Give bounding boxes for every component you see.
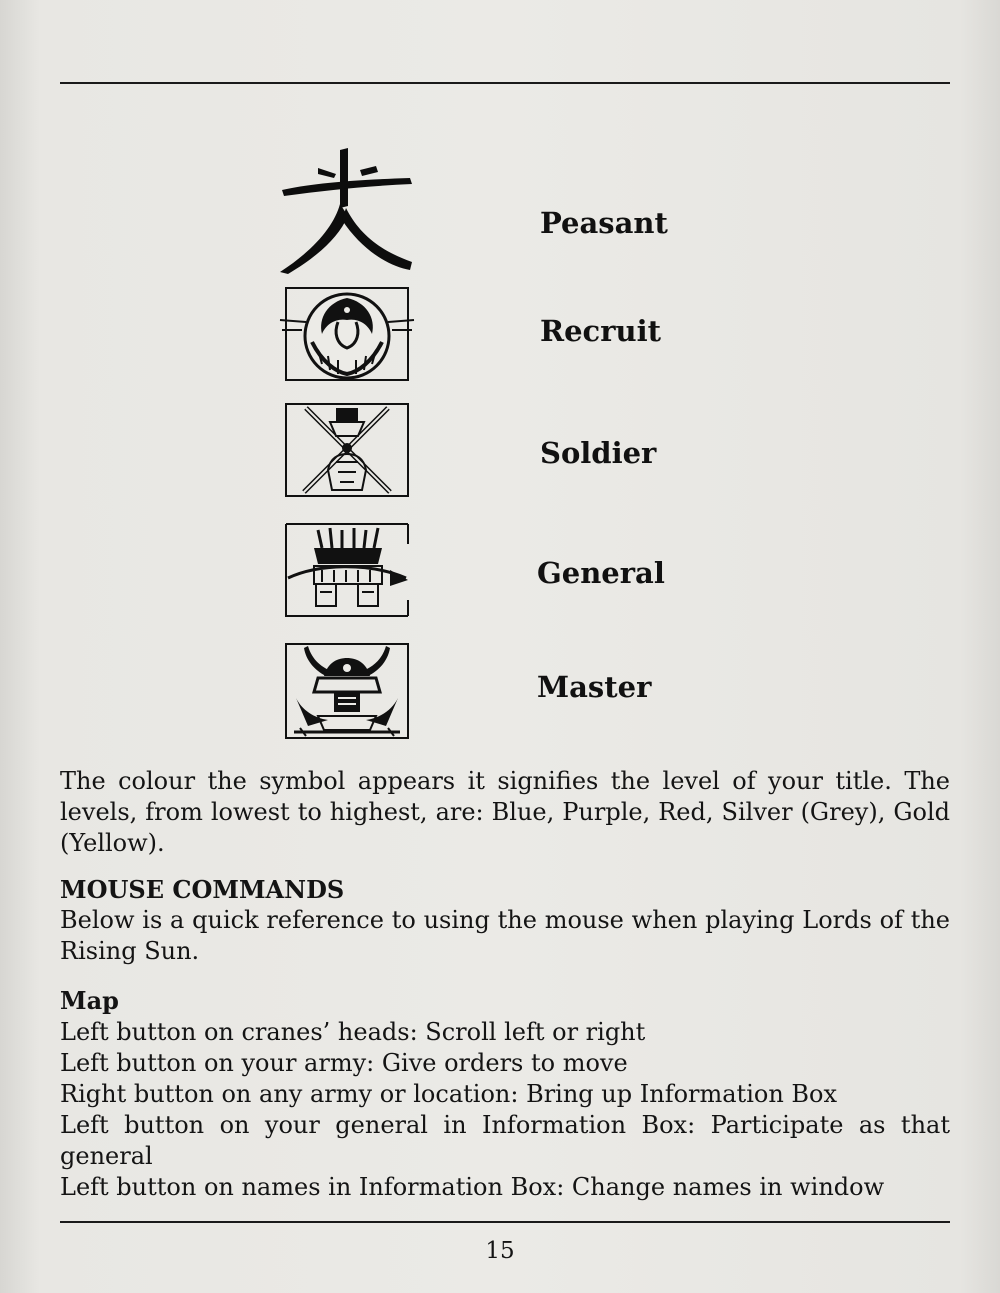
rank-label: Soldier [540, 436, 657, 470]
rank-label: Peasant [540, 206, 668, 240]
general-warriors-icon [278, 520, 416, 620]
top-rule [60, 82, 950, 84]
peasant-kanji-icon [278, 146, 416, 276]
mouse-commands-heading: MOUSE COMMANDS [60, 875, 345, 904]
map-command-line: Left button on your army: Give orders to move [60, 1049, 628, 1077]
map-command-line: Right button on any army or location: Bring up Information Box [60, 1080, 838, 1108]
rank-row-recruit [278, 284, 698, 394]
rank-label: Master [537, 670, 652, 704]
title-levels-paragraph: The colour the symbol appears it signifies the level of your title. The levels, from lowest to highest, are: Blue, Purple, Red, Silver (Grey), Gold (Yellow). [60, 767, 950, 857]
rank-label: General [537, 556, 665, 590]
map-heading: Map [60, 986, 119, 1015]
recruit-crane-crest-icon [278, 284, 416, 384]
rank-row-peasant [278, 146, 698, 256]
map-commands-list [60, 1017, 950, 1203]
bottom-rule [60, 1221, 950, 1223]
soldier-crossed-swords-icon [278, 400, 416, 500]
master-samurai-helmet-icon [278, 638, 416, 742]
page-number: 15 [485, 1238, 515, 1264]
map-command-line: Left button on names in Information Box: Change names in window [60, 1173, 885, 1201]
rank-row-master [278, 638, 698, 748]
map-command-line: Left button on your general in Information Box: Participate as that general [60, 1111, 950, 1170]
map-command-line: Left button on cranes’ heads: Scroll left or right [60, 1018, 646, 1046]
rank-row-soldier [278, 400, 698, 510]
rank-row-general [278, 520, 698, 630]
rank-label: Recruit [540, 314, 661, 348]
mouse-commands-intro: Below is a quick reference to using the mouse when playing Lords of the Rising Sun. [60, 906, 950, 965]
